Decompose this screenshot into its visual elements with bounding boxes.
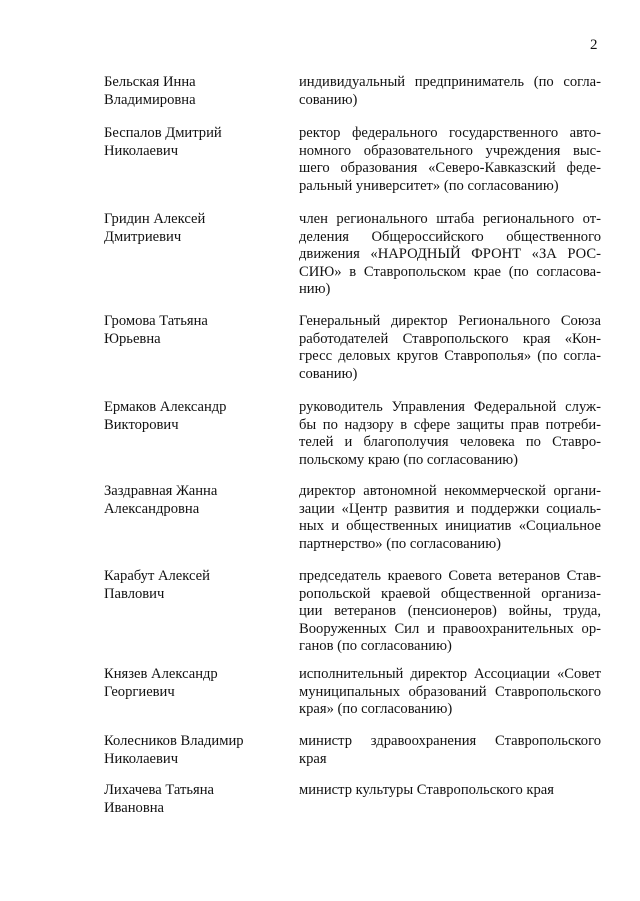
member-role [299, 399, 601, 469]
member-role-line: номного образовательного учреждения выс- [299, 142, 601, 159]
member-name-line: Беспалов Дмитрий [104, 125, 222, 141]
member-role [299, 666, 601, 719]
member-name-line: Владимировна [104, 91, 196, 108]
member-name-line: Лихачева Татьяна [104, 782, 215, 798]
member-name [104, 782, 289, 817]
member-role-line: сованию) [299, 365, 358, 382]
member-role-line: телей и благополучия человека по Ставро- [299, 434, 601, 451]
member-name [104, 74, 289, 109]
member-name-line: Юрьевна [104, 330, 161, 347]
member-role [299, 125, 601, 195]
member-name-line: Заздравная Жанна [104, 483, 218, 499]
member-name [104, 399, 289, 434]
member-role-line: индивидуальный предприниматель (по согла- [299, 74, 601, 90]
member-name-line: Александровна [104, 500, 200, 517]
member-name [104, 125, 289, 160]
member-name-line: Князев Александр [104, 666, 218, 682]
page-number: 2 [590, 37, 598, 53]
member-name-line: Бельская Инна [104, 74, 196, 90]
member-role-line: ректор федерального государственного авто- [299, 125, 601, 141]
member-role-line: член регионального штаба регионального от- [299, 211, 601, 227]
member-role-line: работодателей Ставропольского края «Кон- [299, 330, 601, 347]
member-role [299, 313, 601, 383]
member-role-line: сованию) [299, 91, 358, 108]
member-name [104, 483, 289, 518]
member-name [104, 313, 289, 348]
member-role-line: ных и общественных инициатив «Социальное [299, 518, 601, 535]
member-role [299, 74, 601, 109]
member-role [299, 483, 601, 553]
member-name-line: Гридин Алексей [104, 211, 206, 227]
member-role [299, 211, 601, 299]
member-role-line: Вооруженных Сил и правоохранительных ор- [299, 620, 601, 637]
member-role-line: движения «НАРОДНЫЙ ФРОНТ «ЗА РОС- [299, 246, 601, 263]
member-role-line: руководитель Управления Федеральной служ- [299, 399, 601, 415]
member-name-line: Георгиевич [104, 683, 175, 700]
member-role-line: ганов (по согласованию) [299, 638, 452, 655]
member-name-line: Карабут Алексей [104, 568, 210, 584]
member-name-line: Ермаков Александр [104, 399, 227, 415]
member-role-line: председатель краевого Совета ветеранов Став- [299, 568, 601, 584]
member-role-line: партнерство» (по согласованию) [299, 535, 501, 552]
member-role-line: ропольской краевой общественной организа- [299, 585, 601, 602]
member-name-line: Павлович [104, 585, 165, 602]
member-role-line: ции ветеранов (пенсионеров) войны, труда, [299, 603, 601, 620]
member-name-line: Николаевич [104, 142, 179, 159]
member-role-line: гресс деловых кругов Ставрополья» (по согла- [299, 348, 601, 365]
member-name [104, 666, 289, 701]
member-role-line: шего образования «Северо-Кавказский феде- [299, 160, 601, 177]
member-role [299, 733, 601, 768]
member-role-line: министр культуры Ставропольского края [299, 782, 554, 798]
member-role-line: бы по надзору в сфере защиты прав потреби- [299, 416, 601, 433]
member-role-line: ральный университет» (по согласованию) [299, 177, 559, 194]
member-role-line: муниципальных образований Ставропольского [299, 683, 601, 700]
member-name [104, 568, 289, 603]
member-role-line: исполнительный директор Ассоциации «Совет [299, 666, 601, 682]
member-role-line: края» (по согласованию) [299, 701, 453, 718]
member-role-line: Генеральный директор Регионального Союза [299, 313, 601, 329]
member-name-line: Викторович [104, 416, 179, 433]
member-name-line: Громова Татьяна [104, 313, 208, 329]
member-role-line: министр здравоохранения Ставропольского [299, 733, 601, 749]
member-name-line: Колесников Владимир [104, 733, 244, 749]
member-role-line: директор автономной некоммерческой органи- [299, 483, 601, 499]
member-role [299, 568, 601, 656]
member-role-line: деления Общероссийского общественного [299, 228, 601, 245]
member-role-line: края [299, 750, 327, 767]
member-name [104, 211, 289, 246]
member-role-line: нию) [299, 281, 331, 298]
member-name-line: Ивановна [104, 799, 164, 816]
member-role [299, 782, 601, 800]
member-name [104, 733, 289, 768]
member-role-line: польскому краю (по согласованию) [299, 451, 519, 468]
member-role-line: СИЮ» в Ставропольском крае (по согласова- [299, 263, 601, 280]
member-role-line: зации «Центр развития и поддержки социаль- [299, 500, 601, 517]
member-name-line: Дмитриевич [104, 228, 182, 245]
member-name-line: Николаевич [104, 750, 179, 767]
